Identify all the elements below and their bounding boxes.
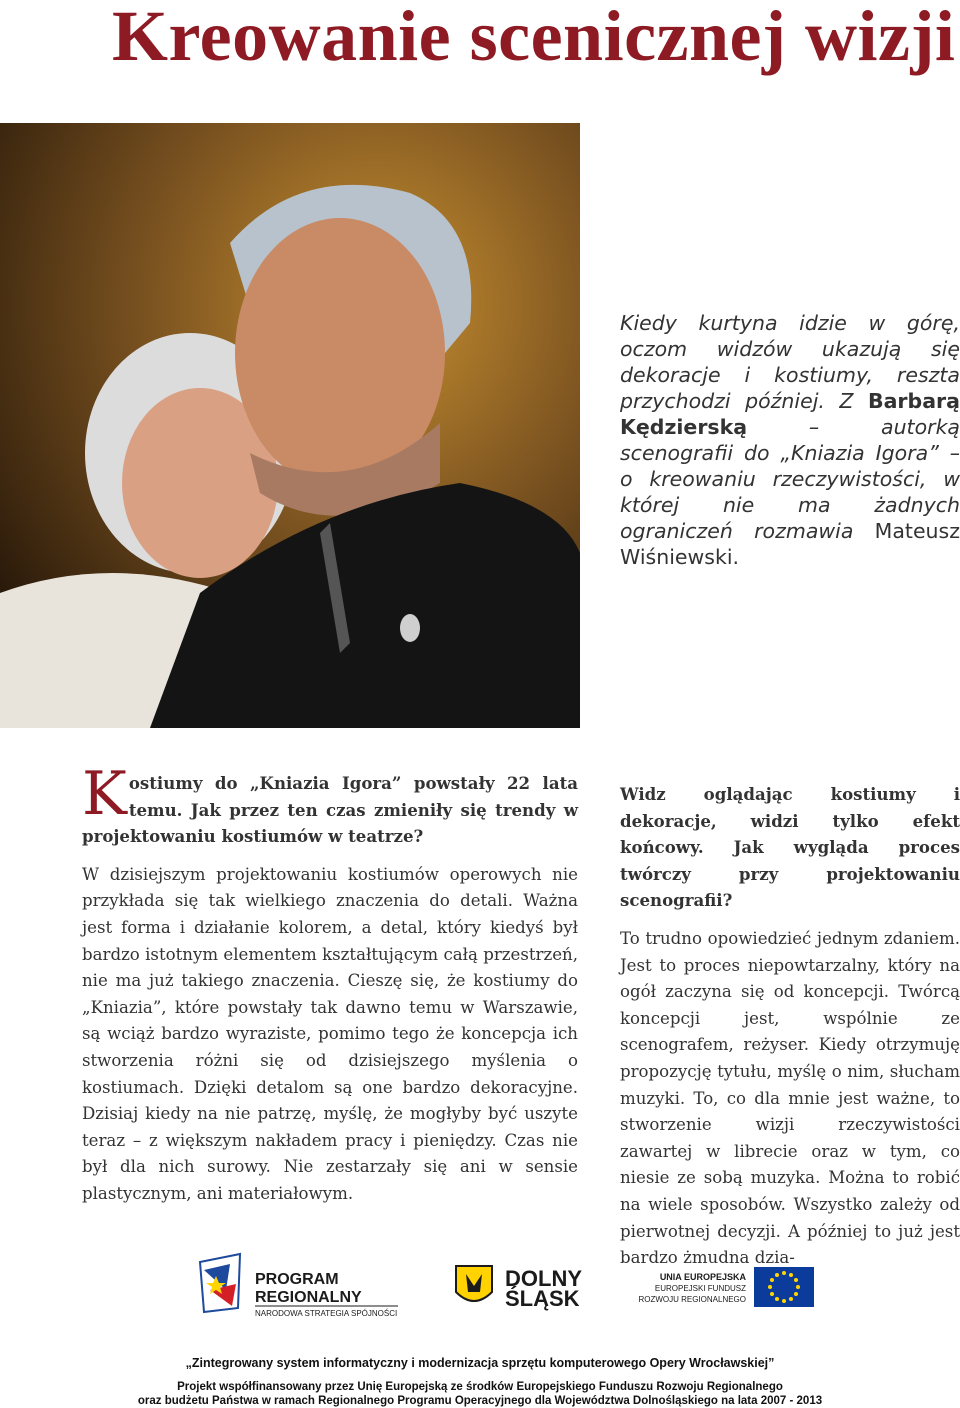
sponsor-logos [0, 1250, 960, 1320]
funding-line-2: oraz budżetu Państwa w ramach Regionalnego Programu Operacyjnego dla Województwa Dolnośląskiego na lata 2007 - 2013 [137, 1395, 823, 1407]
question-1-text: ostiumy do „Kniazia Igora” powstały 22 lata temu. Jak przez ten czas zmieniły się trendy w projektowaniu kostiumów w teatrze? [82, 773, 578, 847]
answer-2: To trudno opowiedzieć jednym zdaniem. Jest to proces niepowtarzalny, który na ogół zaczyna się od koncepcji. Twórcą koncepcji jest, wspólnie ze scenografem, reżyser. Kiedy otrzymuję propozycję tytułu, myślę o nim, słucham muzyki. To, co dla mnie jest ważne, to stworzenie wizji rzeczywistości zawartej w librecie oraz w tym, co niesie ze sobą muzyka. Można to robić na wiele sposobów. Wszystko zależy od pierwotnej decyzji. A później to już jest bardzo żmudna dzia- [620, 928, 960, 1268]
funding-note [0, 1380, 960, 1408]
lede-interviewee: Barbarą Kędzierską [620, 389, 960, 439]
eu-line-1: UNIA EUROPEJSKA [659, 1272, 746, 1282]
lede-text-middle: – autorką scenografii do „Kniazia Igora” – o kreowaniu rzeczywistości, w której nie ma żadnych ograniczeń rozmawia [620, 415, 960, 543]
photo-illustration [0, 123, 580, 728]
drop-cap: K [82, 759, 127, 829]
lede-paragraph [620, 310, 960, 570]
interview-photo [0, 123, 580, 728]
question-2: Widz oglądając kostiumy i dekoracje, widzi tylko efekt końcowy. Jak wygląda proces twórczy przy projektowaniu scenografii? [620, 784, 960, 911]
program-regionalny-logo [200, 1254, 398, 1318]
question-1 [82, 759, 578, 850]
eu-line-2: EUROPEJSKI FUNDUSZ [654, 1284, 746, 1293]
ds-line-1: DOLNY [505, 1266, 582, 1291]
eu-line-3: ROZWOJU REGIONALNEGO [638, 1295, 746, 1304]
dolny-slask-logo [456, 1266, 582, 1311]
page-title: Kreowanie scenicznej wizji [112, 0, 956, 76]
interview-column-left [82, 759, 578, 1208]
project-title: „Zintegrowany system informatyczny i modernizacja sprzętu komputerowego Opery Wrocławskiej” [185, 1356, 775, 1370]
eu-logo [638, 1267, 814, 1307]
answer-1: W dzisiejszym projektowaniu kostiumów operowych nie przykłada się tak wielkiego znaczenia do detali. Ważna jest forma i działanie kolorem, a detal, który kiedyś był bardzo istotnym elementem kształtującym całą przestrzeń, nie ma już takiego znaczenia. Cieszę się, że kostiumy do „Kniazia”, które powstały tak dawno temu w Warszawie, są wciąż bardzo wyraziste, pomimo tego że koncepcja ich stworzenia różni się od dzisiejszego myślenia o kostiumach. Dzięki detalom są one bardzo dekoracyjne. Dzisiaj kiedy na nie patrzę, myślę, że mogłyby być uszyte teraz – z większym nakładem pracy i pieniędzy. Czas nie był dla nich surowy. Nie zestarzały się ani w sensie plastycznym, ani materiałowym. [82, 864, 578, 1203]
sponsor-logos-graphic [0, 1250, 960, 1320]
funding-line-1: Projekt współfinansowany przez Unię Europejską ze środków Europejskiego Funduszu Rozwoju Regionalnego [177, 1381, 783, 1393]
lede-text-start: Kiedy kurtyna idzie w górę, oczom widzów ukazują się dekoracje i kostiumy, reszta przychodzi później. Z [620, 311, 960, 413]
pr-line-2: REGIONALNY [255, 1289, 362, 1306]
lede-author: Mateusz Wiśniewski. [620, 519, 960, 569]
interview-column-right [620, 781, 960, 1272]
ds-line-2: ŚLĄSK [505, 1286, 580, 1311]
pr-line-3: NARODOWA STRATEGIA SPÓJNOŚCI [255, 1309, 398, 1318]
pr-line-1: PROGRAM [255, 1271, 339, 1288]
